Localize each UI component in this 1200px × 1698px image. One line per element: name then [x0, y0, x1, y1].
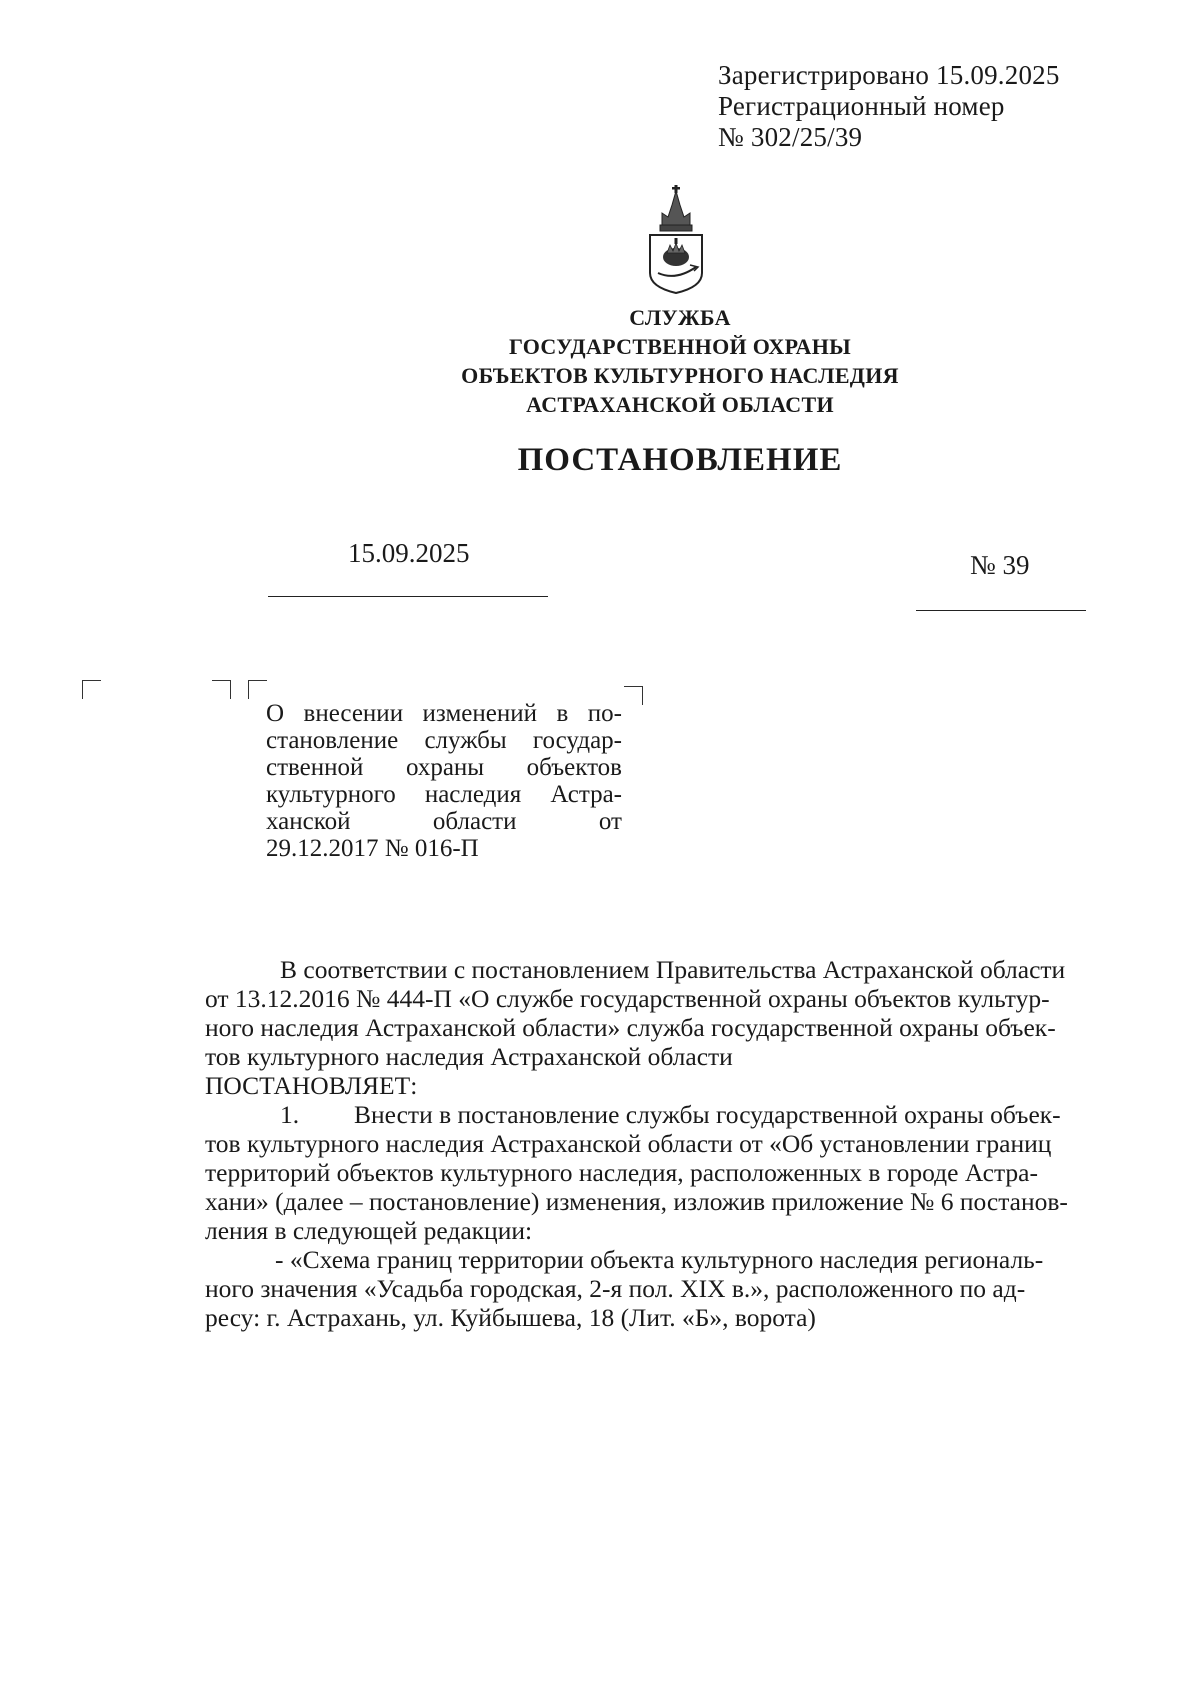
body-line: - «Схема границ территории объекта культурного наследия региональ-	[275, 1245, 1044, 1274]
registration-label: Регистрационный номер	[718, 91, 1005, 121]
document-body	[205, 955, 1145, 1332]
body-line: от 13.12.2016 № 444-П «О службе государственной охраны объектов культур-	[205, 984, 1050, 1013]
subject-line: культурного наследия Астра-	[266, 781, 622, 808]
agency-line-2: ГОСУДАРСТВЕННОЙ ОХРАНЫ	[508, 334, 852, 359]
registration-stamp	[718, 60, 1060, 153]
document-number: № 39	[970, 550, 1030, 580]
body-line: ресу: г. Астрахань, ул. Куйбышева, 18 (Лит. «Б», ворота)	[205, 1303, 816, 1332]
registration-number: № 302/25/39	[718, 122, 863, 152]
corner-mark-icon	[248, 680, 267, 699]
corner-mark-icon	[212, 680, 231, 699]
agency-name	[300, 303, 1060, 419]
item-number: 1.	[280, 1100, 300, 1129]
body-line: территорий объектов культурного наследия, расположенных в городе Астра-	[205, 1158, 1038, 1187]
body-line: тов культурного наследия Астраханской области от «Об установлении границ	[205, 1129, 1052, 1158]
body-line: ления в следующей редакции:	[205, 1216, 533, 1245]
body-line: тов культурного наследия Астраханской области	[205, 1042, 733, 1071]
body-line: ного значения «Усадьба городская, 2-я пол. XIX в.», расположенного по ад-	[205, 1274, 1026, 1303]
astrakhan-coat-of-arms-icon	[640, 183, 712, 298]
corner-mark-icon	[82, 680, 101, 699]
document-subject	[266, 700, 622, 862]
agency-line-1: СЛУЖБА	[629, 305, 731, 330]
date-underline	[268, 596, 548, 597]
subject-line: ханской области от	[266, 808, 622, 835]
registration-date: Зарегистрировано 15.09.2025	[718, 60, 1060, 90]
document-date: 15.09.2025	[348, 538, 470, 568]
subject-line: О внесении изменений в по-	[266, 700, 622, 727]
number-underline	[916, 610, 1086, 611]
agency-line-3: ОБЪЕКТОВ КУЛЬТУРНОГО НАСЛЕДИЯ	[461, 363, 899, 388]
item-1-first-line: 1. Внести в постановление службы государственной охраны объек-	[280, 1100, 1061, 1129]
subject-line: становление службы государ-	[266, 727, 622, 754]
agency-line-4: АСТРАХАНСКОЙ ОБЛАСТИ	[526, 392, 834, 417]
body-line: В соответствии с постановлением Правительства Астраханской области	[280, 955, 1066, 984]
resolves-heading: ПОСТАНОВЛЯЕТ:	[205, 1071, 418, 1100]
subject-line: ственной охраны объектов	[266, 754, 622, 781]
body-line: хани» (далее – постановление) изменения, изложив приложение № 6 постанов-	[205, 1187, 1068, 1216]
corner-mark-icon	[624, 686, 643, 705]
subject-line: 29.12.2017 № 016-П	[266, 835, 479, 862]
document-type: ПОСТАНОВЛЕНИЕ	[517, 442, 843, 478]
body-line: ного наследия Астраханской области» служба государственной охраны объек-	[205, 1013, 1056, 1042]
